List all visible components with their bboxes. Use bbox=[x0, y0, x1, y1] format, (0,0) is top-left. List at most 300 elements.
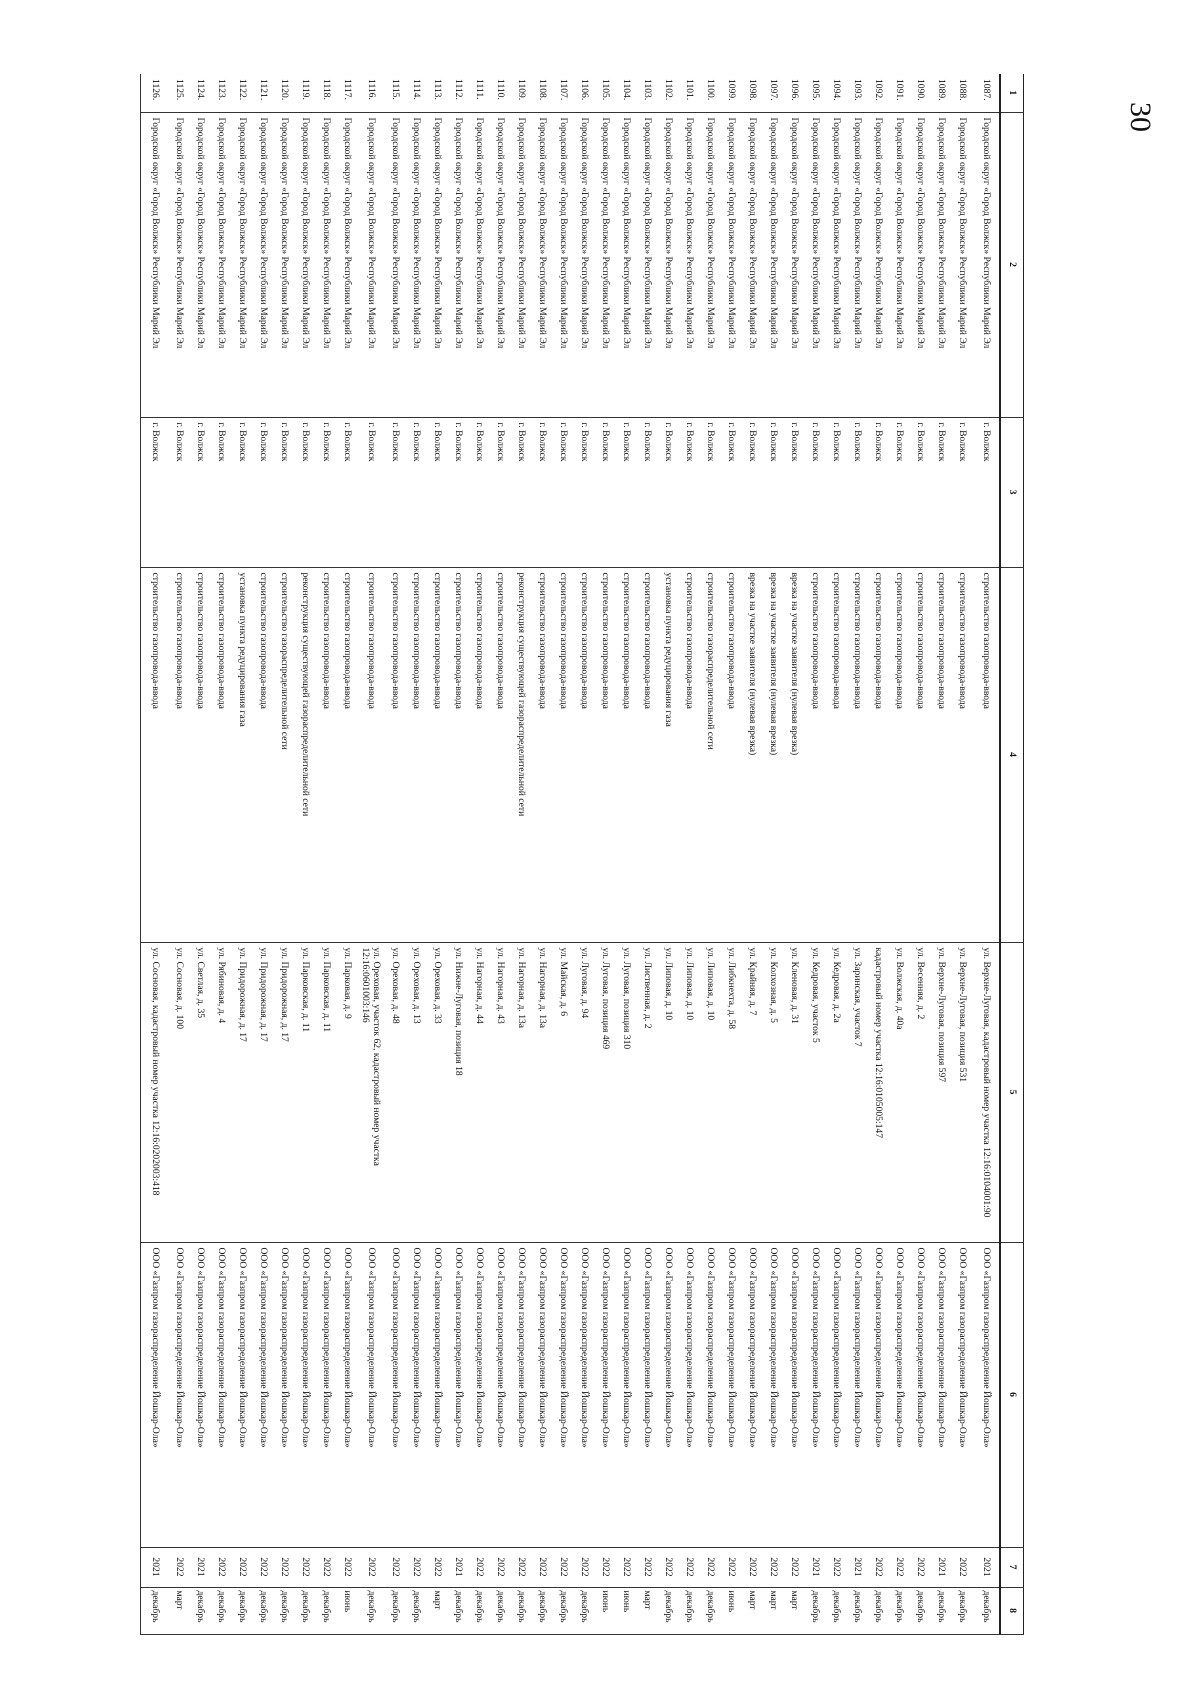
column-header-3: 3 bbox=[1000, 417, 1024, 567]
gas-works-table bbox=[140, 74, 1024, 1635]
row-month: март bbox=[762, 1587, 783, 1634]
row-organization: ООО «Газпром газораспределение Йошкар-Ола» bbox=[846, 1242, 867, 1547]
row-month: декабрь bbox=[657, 1587, 678, 1634]
row-month: март bbox=[636, 1587, 657, 1634]
table-row bbox=[531, 74, 552, 1634]
row-district: Городской округ «Город Волжск» Республики Марий Эл bbox=[468, 112, 489, 417]
row-number: 1095. bbox=[804, 74, 825, 112]
column-header-2: 2 bbox=[1000, 112, 1024, 417]
row-number: 1090. bbox=[909, 74, 930, 112]
row-address: ул. Майская, д. 6 bbox=[552, 942, 573, 1242]
table-row bbox=[972, 74, 1000, 1634]
row-work-type: строительство газопровода-ввода bbox=[825, 567, 846, 942]
row-number: 1101. bbox=[678, 74, 699, 112]
row-year: 2022 bbox=[762, 1547, 783, 1587]
row-year: 2022 bbox=[657, 1547, 678, 1587]
row-address: ул. Лиственная, д. 2 bbox=[636, 942, 657, 1242]
row-work-type: установка пункта редуцирования газа bbox=[231, 567, 252, 942]
row-number: 1106. bbox=[573, 74, 594, 112]
row-city: г. Волжск bbox=[867, 417, 888, 567]
row-year: 2022 bbox=[888, 1547, 909, 1587]
row-year: 2021 bbox=[141, 1547, 169, 1587]
row-year: 2022 bbox=[531, 1547, 552, 1587]
row-city: г. Волжск bbox=[273, 417, 294, 567]
table-row bbox=[384, 74, 405, 1634]
row-organization: ООО «Газпром газораспределение Йошкар-Ола» bbox=[678, 1242, 699, 1547]
row-organization: ООО «Газпром газораспределение Йошкар-Ола» bbox=[447, 1242, 468, 1547]
row-organization: ООО «Газпром газораспределение Йошкар-Ола» bbox=[867, 1242, 888, 1547]
row-district: Городской округ «Город Волжск» Республики Марий Эл bbox=[951, 112, 972, 417]
row-district: Городской округ «Город Волжск» Республики Марий Эл bbox=[804, 112, 825, 417]
row-city: г. Волжск bbox=[357, 417, 384, 567]
row-month: декабрь bbox=[510, 1587, 531, 1634]
row-organization: ООО «Газпром газораспределение Йошкар-Ола» bbox=[930, 1242, 951, 1547]
row-year: 2022 bbox=[825, 1547, 846, 1587]
row-address: ул. Придорожная, д. 17 bbox=[252, 942, 273, 1242]
table-row bbox=[252, 74, 273, 1634]
row-district: Городской округ «Город Волжск» Республики Марий Эл bbox=[867, 112, 888, 417]
row-address: ул. Липовая, д. 10 bbox=[657, 942, 678, 1242]
table-row bbox=[210, 74, 231, 1634]
row-city: г. Волжск bbox=[951, 417, 972, 567]
row-district: Городской округ «Город Волжск» Республики Марий Эл bbox=[273, 112, 294, 417]
row-number: 1121. bbox=[252, 74, 273, 112]
row-organization: ООО «Газпром газораспределение Йошкар-Ола» bbox=[888, 1242, 909, 1547]
row-month: декабрь bbox=[294, 1587, 315, 1634]
row-district: Городской округ «Город Волжск» Республики Марий Эл bbox=[846, 112, 867, 417]
row-month: декабрь bbox=[141, 1587, 169, 1634]
table-row bbox=[741, 74, 762, 1634]
row-work-type: строительство газопровода-ввода bbox=[141, 567, 169, 942]
row-year: 2022 bbox=[426, 1547, 447, 1587]
row-year: 2022 bbox=[615, 1547, 636, 1587]
row-organization: ООО «Газпром газораспределение Йошкар-Ола» bbox=[189, 1242, 210, 1547]
row-work-type: строительство газопровода-ввода bbox=[867, 567, 888, 942]
row-work-type: строительство газопровода-ввода bbox=[594, 567, 615, 942]
row-month: декабрь bbox=[930, 1587, 951, 1634]
row-address: ул. Верхне-Луговая, кадастровый номер участка 12:16:0104001:90 bbox=[972, 942, 1000, 1242]
row-city: г. Волжск bbox=[594, 417, 615, 567]
row-number: 1114. bbox=[405, 74, 426, 112]
row-city: г. Волжск bbox=[846, 417, 867, 567]
row-district: Городской округ «Город Волжск» Республики Марий Эл bbox=[972, 112, 1000, 417]
row-work-type: врезка на участке заявителя (нулевая врезка) bbox=[783, 567, 804, 942]
row-district: Городской округ «Город Волжск» Республики Марий Эл bbox=[384, 112, 405, 417]
row-city: г. Волжск bbox=[699, 417, 720, 567]
row-organization: ООО «Газпром газораспределение Йошкар-Ола» bbox=[783, 1242, 804, 1547]
row-address: ул. Ореховая, участок 62, кадастровый номер участка 12:16:0601003:146 bbox=[357, 942, 384, 1242]
row-city: г. Волжск bbox=[888, 417, 909, 567]
row-city: г. Волжск bbox=[783, 417, 804, 567]
row-number: 1112. bbox=[447, 74, 468, 112]
row-number: 1097. bbox=[762, 74, 783, 112]
row-year: 2022 bbox=[678, 1547, 699, 1587]
row-number: 1119. bbox=[294, 74, 315, 112]
row-number: 1110. bbox=[489, 74, 510, 112]
table-row bbox=[825, 74, 846, 1634]
table-row bbox=[846, 74, 867, 1634]
row-year: 2022 bbox=[720, 1547, 741, 1587]
row-number: 1116. bbox=[357, 74, 384, 112]
row-number: 1099. bbox=[720, 74, 741, 112]
table-row bbox=[783, 74, 804, 1634]
row-year: 2021 bbox=[930, 1547, 951, 1587]
row-city: г. Волжск bbox=[678, 417, 699, 567]
row-work-type: строительство газопровода-ввода bbox=[468, 567, 489, 942]
row-year: 2022 bbox=[315, 1547, 336, 1587]
row-work-type: реконструкция существующей газораспределительной сети bbox=[294, 567, 315, 942]
row-district: Городской округ «Город Волжск» Республики Марий Эл bbox=[762, 112, 783, 417]
row-year: 2022 bbox=[636, 1547, 657, 1587]
row-work-type: строительство газопровода-ввода bbox=[447, 567, 468, 942]
row-city: г. Волжск bbox=[231, 417, 252, 567]
row-address: ул. Придорожная, д. 17 bbox=[273, 942, 294, 1242]
row-year: 2022 bbox=[699, 1547, 720, 1587]
row-year: 2022 bbox=[741, 1547, 762, 1587]
row-address: кадастровый номер участка 12:16:0105005:147 bbox=[867, 942, 888, 1242]
row-district: Городской округ «Город Волжск» Республики Марий Эл bbox=[141, 112, 169, 417]
row-district: Городской округ «Город Волжск» Республики Марий Эл bbox=[252, 112, 273, 417]
table-header-row bbox=[1000, 74, 1024, 1634]
row-month: декабрь bbox=[825, 1587, 846, 1634]
row-district: Городской округ «Город Волжск» Республики Марий Эл bbox=[909, 112, 930, 417]
row-district: Городской округ «Город Волжск» Республики Марий Эл bbox=[720, 112, 741, 417]
row-organization: ООО «Газпром газораспределение Йошкар-Ола» bbox=[210, 1242, 231, 1547]
column-header-4: 4 bbox=[1000, 567, 1024, 942]
row-organization: ООО «Газпром газораспределение Йошкар-Ола» bbox=[294, 1242, 315, 1547]
row-city: г. Волжск bbox=[210, 417, 231, 567]
row-address: ул. Ореховая, д. 48 bbox=[384, 942, 405, 1242]
row-organization: ООО «Газпром газораспределение Йошкар-Ола» bbox=[573, 1242, 594, 1547]
row-address: ул. Парковская, д. 11 bbox=[315, 942, 336, 1242]
row-city: г. Волжск bbox=[972, 417, 1000, 567]
row-district: Городской округ «Город Волжск» Республики Марий Эл bbox=[357, 112, 384, 417]
row-address: ул. Верхне-Луговая, позиция 531 bbox=[951, 942, 972, 1242]
row-month: март bbox=[783, 1587, 804, 1634]
table-row bbox=[273, 74, 294, 1634]
row-year: 2021 bbox=[804, 1547, 825, 1587]
row-month: март bbox=[741, 1587, 762, 1634]
row-address: ул. Волжская, д. 40а bbox=[888, 942, 909, 1242]
row-month: декабрь bbox=[189, 1587, 210, 1634]
row-month: декабрь bbox=[384, 1587, 405, 1634]
row-month: декабрь bbox=[699, 1587, 720, 1634]
table-row bbox=[468, 74, 489, 1634]
row-month: июнь bbox=[336, 1587, 357, 1634]
row-number: 1111. bbox=[468, 74, 489, 112]
row-year: 2022 bbox=[951, 1547, 972, 1587]
row-address: ул. Крайняя, д. 7 bbox=[741, 942, 762, 1242]
row-address: ул. Кедровая, д. 2а bbox=[825, 942, 846, 1242]
row-district: Городской округ «Город Волжск» Республики Марий Эл bbox=[405, 112, 426, 417]
row-work-type: строительство газопровода-ввода bbox=[636, 567, 657, 942]
row-number: 1092. bbox=[867, 74, 888, 112]
row-year: 2022 bbox=[573, 1547, 594, 1587]
row-work-type: строительство газопровода-ввода bbox=[972, 567, 1000, 942]
row-month: декабрь bbox=[468, 1587, 489, 1634]
row-number: 1122. bbox=[231, 74, 252, 112]
row-work-type: строительство газопровода-ввода bbox=[930, 567, 951, 942]
table-row bbox=[762, 74, 783, 1634]
row-district: Городской округ «Город Волжск» Республики Марий Эл bbox=[426, 112, 447, 417]
row-city: г. Волжск bbox=[720, 417, 741, 567]
row-district: Городской округ «Город Волжск» Республики Марий Эл bbox=[825, 112, 846, 417]
row-organization: ООО «Газпром газораспределение Йошкар-Ола» bbox=[489, 1242, 510, 1547]
row-work-type: врезка на участке заявителя (нулевая врезка) bbox=[741, 567, 762, 942]
row-number: 1109. bbox=[510, 74, 531, 112]
row-year: 2022 bbox=[384, 1547, 405, 1587]
row-address: ул. Парковская, д. 11 bbox=[294, 942, 315, 1242]
row-city: г. Волжск bbox=[405, 417, 426, 567]
row-number: 1103. bbox=[636, 74, 657, 112]
row-number: 1107. bbox=[552, 74, 573, 112]
row-organization: ООО «Газпром газораспределение Йошкар-Ола» bbox=[426, 1242, 447, 1547]
row-year: 2022 bbox=[357, 1547, 384, 1587]
table-row bbox=[615, 74, 636, 1634]
column-header-6: 6 bbox=[1000, 1242, 1024, 1547]
row-year: 2022 bbox=[405, 1547, 426, 1587]
row-organization: ООО «Газпром газораспределение Йошкар-Ола» bbox=[804, 1242, 825, 1547]
row-work-type: строительство газопровода-ввода bbox=[315, 567, 336, 942]
row-number: 1091. bbox=[888, 74, 909, 112]
row-city: г. Волжск bbox=[489, 417, 510, 567]
row-month: март bbox=[426, 1587, 447, 1634]
row-district: Городской округ «Город Волжск» Республики Марий Эл bbox=[168, 112, 189, 417]
row-work-type: строительство газопровода-ввода bbox=[888, 567, 909, 942]
row-district: Городской округ «Город Волжск» Республики Марий Эл bbox=[294, 112, 315, 417]
column-header-7: 7 bbox=[1000, 1547, 1024, 1587]
row-address: ул. Луговая, позиция 310 bbox=[615, 942, 636, 1242]
table-row bbox=[678, 74, 699, 1634]
row-organization: ООО «Газпром газораспределение Йошкар-Ола» bbox=[141, 1242, 169, 1547]
row-number: 1102. bbox=[657, 74, 678, 112]
row-year: 2022 bbox=[594, 1547, 615, 1587]
row-address: ул. Парковая, д. 9 bbox=[336, 942, 357, 1242]
table-row bbox=[552, 74, 573, 1634]
row-city: г. Волжск bbox=[315, 417, 336, 567]
row-organization: ООО «Газпром газораспределение Йошкар-Ола» bbox=[972, 1242, 1000, 1547]
row-work-type: строительство газораспределительной сети bbox=[273, 567, 294, 942]
row-work-type: строительство газопровода-ввода bbox=[384, 567, 405, 942]
table-row bbox=[657, 74, 678, 1634]
row-year: 2022 bbox=[273, 1547, 294, 1587]
row-work-type: строительство газопровода-ввода bbox=[252, 567, 273, 942]
table-row bbox=[426, 74, 447, 1634]
row-organization: ООО «Газпром газораспределение Йошкар-Ола» bbox=[594, 1242, 615, 1547]
row-address: ул. Нагорная, д. 13а bbox=[510, 942, 531, 1242]
table-row bbox=[699, 74, 720, 1634]
row-number: 1123. bbox=[210, 74, 231, 112]
row-number: 1124. bbox=[189, 74, 210, 112]
row-work-type: строительство газопровода-ввода bbox=[846, 567, 867, 942]
row-organization: ООО «Газпром газораспределение Йошкар-Ола» bbox=[615, 1242, 636, 1547]
gas-works-table-container bbox=[149, 74, 1024, 1634]
row-month: декабрь bbox=[573, 1587, 594, 1634]
row-address: ул. Либкнехта, д. 58 bbox=[720, 942, 741, 1242]
row-district: Городской округ «Город Волжск» Республики Марий Эл bbox=[594, 112, 615, 417]
row-month: декабрь bbox=[909, 1587, 930, 1634]
row-organization: ООО «Газпром газораспределение Йошкар-Ола» bbox=[405, 1242, 426, 1547]
row-address: ул. Луговая, д. 94 bbox=[573, 942, 594, 1242]
row-number: 1118. bbox=[315, 74, 336, 112]
table-row bbox=[573, 74, 594, 1634]
row-month: декабрь bbox=[531, 1587, 552, 1634]
table-row bbox=[141, 74, 169, 1634]
row-city: г. Волжск bbox=[510, 417, 531, 567]
row-number: 1087. bbox=[972, 74, 1000, 112]
row-number: 1093. bbox=[846, 74, 867, 112]
row-address: ул. Липовая, д. 10 bbox=[699, 942, 720, 1242]
row-number: 1088. bbox=[951, 74, 972, 112]
row-month: июнь bbox=[594, 1587, 615, 1634]
row-work-type: строительство газопровода-ввода bbox=[573, 567, 594, 942]
row-number: 1089. bbox=[930, 74, 951, 112]
row-number: 1117. bbox=[336, 74, 357, 112]
row-number: 1120. bbox=[273, 74, 294, 112]
table-row bbox=[867, 74, 888, 1634]
row-month: декабрь bbox=[678, 1587, 699, 1634]
table-row bbox=[231, 74, 252, 1634]
row-work-type: реконструкция существующей газораспределительной сети bbox=[510, 567, 531, 942]
row-organization: ООО «Газпром газораспределение Йошкар-Ола» bbox=[825, 1242, 846, 1547]
row-work-type: установка пункта редуцирования газа bbox=[657, 567, 678, 942]
row-year: 2022 bbox=[168, 1547, 189, 1587]
row-year: 2022 bbox=[783, 1547, 804, 1587]
row-month: декабрь bbox=[231, 1587, 252, 1634]
row-district: Городской округ «Город Волжск» Республики Марий Эл bbox=[336, 112, 357, 417]
row-city: г. Волжск bbox=[168, 417, 189, 567]
row-city: г. Волжск bbox=[909, 417, 930, 567]
row-address: ул. Ореховая, д. 13 bbox=[405, 942, 426, 1242]
row-city: г. Волжск bbox=[426, 417, 447, 567]
row-address: ул. Кленовая, д. 31 bbox=[783, 942, 804, 1242]
row-work-type: строительство газопровода-ввода bbox=[336, 567, 357, 942]
row-work-type: строительство газопровода-ввода bbox=[909, 567, 930, 942]
table-row bbox=[951, 74, 972, 1634]
row-district: Городской округ «Город Волжск» Республики Марий Эл bbox=[678, 112, 699, 417]
table-row bbox=[294, 74, 315, 1634]
row-number: 1098. bbox=[741, 74, 762, 112]
row-organization: ООО «Газпром газораспределение Йошкар-Ола» bbox=[468, 1242, 489, 1547]
row-district: Городской округ «Город Волжск» Республики Марий Эл bbox=[888, 112, 909, 417]
column-header-1: 1 bbox=[1000, 74, 1024, 112]
table-row bbox=[636, 74, 657, 1634]
row-month: декабрь bbox=[972, 1587, 1000, 1634]
row-year: 2022 bbox=[510, 1547, 531, 1587]
row-address: ул. Нагорная, д. 44 bbox=[468, 942, 489, 1242]
row-organization: ООО «Газпром газораспределение Йошкар-Ола» bbox=[510, 1242, 531, 1547]
row-district: Городской округ «Город Волжск» Республики Марий Эл bbox=[930, 112, 951, 417]
row-number: 1096. bbox=[783, 74, 804, 112]
row-city: г. Волжск bbox=[615, 417, 636, 567]
row-city: г. Волжск bbox=[189, 417, 210, 567]
row-work-type: строительство газопровода-ввода bbox=[357, 567, 384, 942]
row-city: г. Волжск bbox=[552, 417, 573, 567]
row-address: ул. Придорожная, д. 17 bbox=[231, 942, 252, 1242]
row-address: ул. Сосновая, кадастровый номер участка 12:16:0202003:418 bbox=[141, 942, 169, 1242]
table-row bbox=[168, 74, 189, 1634]
row-month: декабрь bbox=[315, 1587, 336, 1634]
row-month: март bbox=[168, 1587, 189, 1634]
row-month: декабрь bbox=[405, 1587, 426, 1634]
row-year: 2022 bbox=[252, 1547, 273, 1587]
table-row bbox=[804, 74, 825, 1634]
row-city: г. Волжск bbox=[141, 417, 169, 567]
row-month: декабрь bbox=[888, 1587, 909, 1634]
row-city: г. Волжск bbox=[762, 417, 783, 567]
row-district: Городской округ «Город Волжск» Республики Марий Эл bbox=[510, 112, 531, 417]
row-work-type: строительство газопровода-ввода bbox=[189, 567, 210, 942]
row-year: 2022 bbox=[909, 1547, 930, 1587]
row-year: 2021 bbox=[189, 1547, 210, 1587]
row-organization: ООО «Газпром газораспределение Йошкар-Ола» bbox=[273, 1242, 294, 1547]
row-district: Городской округ «Город Волжск» Республики Марий Эл bbox=[231, 112, 252, 417]
row-organization: ООО «Газпром газораспределение Йошкар-Ола» bbox=[762, 1242, 783, 1547]
row-address: ул. Нижне-Луговая, позиция 18 bbox=[447, 942, 468, 1242]
row-organization: ООО «Газпром газораспределение Йошкар-Ола» bbox=[657, 1242, 678, 1547]
table-row bbox=[930, 74, 951, 1634]
row-district: Городской округ «Город Волжск» Республики Марий Эл bbox=[552, 112, 573, 417]
row-district: Городской округ «Город Волжск» Республики Марий Эл bbox=[636, 112, 657, 417]
row-address: ул. Кедровая, участок 5 bbox=[804, 942, 825, 1242]
row-city: г. Волжск bbox=[252, 417, 273, 567]
row-work-type: строительство газопровода-ввода bbox=[489, 567, 510, 942]
row-organization: ООО «Газпром газораспределение Йошкар-Ола» bbox=[315, 1242, 336, 1547]
table-row bbox=[336, 74, 357, 1634]
row-month: июнь bbox=[615, 1587, 636, 1634]
row-work-type: строительство газопровода-ввода bbox=[210, 567, 231, 942]
row-organization: ООО «Газпром газораспределение Йошкар-Ола» bbox=[384, 1242, 405, 1547]
table-row bbox=[888, 74, 909, 1634]
row-year: 2021 bbox=[846, 1547, 867, 1587]
row-city: г. Волжск bbox=[804, 417, 825, 567]
row-address: ул. Ореховая, д. 33 bbox=[426, 942, 447, 1242]
row-organization: ООО «Газпром газораспределение Йошкар-Ола» bbox=[552, 1242, 573, 1547]
row-city: г. Волжск bbox=[384, 417, 405, 567]
table-row bbox=[909, 74, 930, 1634]
column-header-5: 5 bbox=[1000, 942, 1024, 1242]
row-month: декабрь bbox=[846, 1587, 867, 1634]
row-month: декабрь bbox=[357, 1587, 384, 1634]
row-year: 2021 bbox=[972, 1547, 1000, 1587]
page-number: 30 bbox=[1124, 102, 1157, 132]
row-city: г. Волжск bbox=[657, 417, 678, 567]
row-address: ул. Нагорная, д. 13а bbox=[531, 942, 552, 1242]
row-address: ул. Луговая, позиция 469 bbox=[594, 942, 615, 1242]
table-row bbox=[189, 74, 210, 1634]
row-district: Городской округ «Город Волжск» Республики Марий Эл bbox=[447, 112, 468, 417]
row-month: декабрь bbox=[273, 1587, 294, 1634]
row-organization: ООО «Газпром газораспределение Йошкар-Ола» bbox=[636, 1242, 657, 1547]
row-address: ул. Светлая, д. 35 bbox=[189, 942, 210, 1242]
row-number: 1094. bbox=[825, 74, 846, 112]
table-row bbox=[447, 74, 468, 1634]
row-address: ул. Липовая, д. 10 bbox=[678, 942, 699, 1242]
row-district: Городской округ «Город Волжск» Республики Марий Эл bbox=[699, 112, 720, 417]
table-row bbox=[357, 74, 384, 1634]
table-row bbox=[510, 74, 531, 1634]
row-work-type: строительство газопровода-ввода bbox=[720, 567, 741, 942]
row-year: 2021 bbox=[447, 1547, 468, 1587]
row-year: 2022 bbox=[489, 1547, 510, 1587]
row-city: г. Волжск bbox=[531, 417, 552, 567]
row-city: г. Волжск bbox=[573, 417, 594, 567]
row-address: ул. Рябиновая, д. 4 bbox=[210, 942, 231, 1242]
row-month: декабрь bbox=[804, 1587, 825, 1634]
row-address: ул. Заринская, участок 7 bbox=[846, 942, 867, 1242]
row-month: июнь bbox=[720, 1587, 741, 1634]
row-city: г. Волжск bbox=[741, 417, 762, 567]
